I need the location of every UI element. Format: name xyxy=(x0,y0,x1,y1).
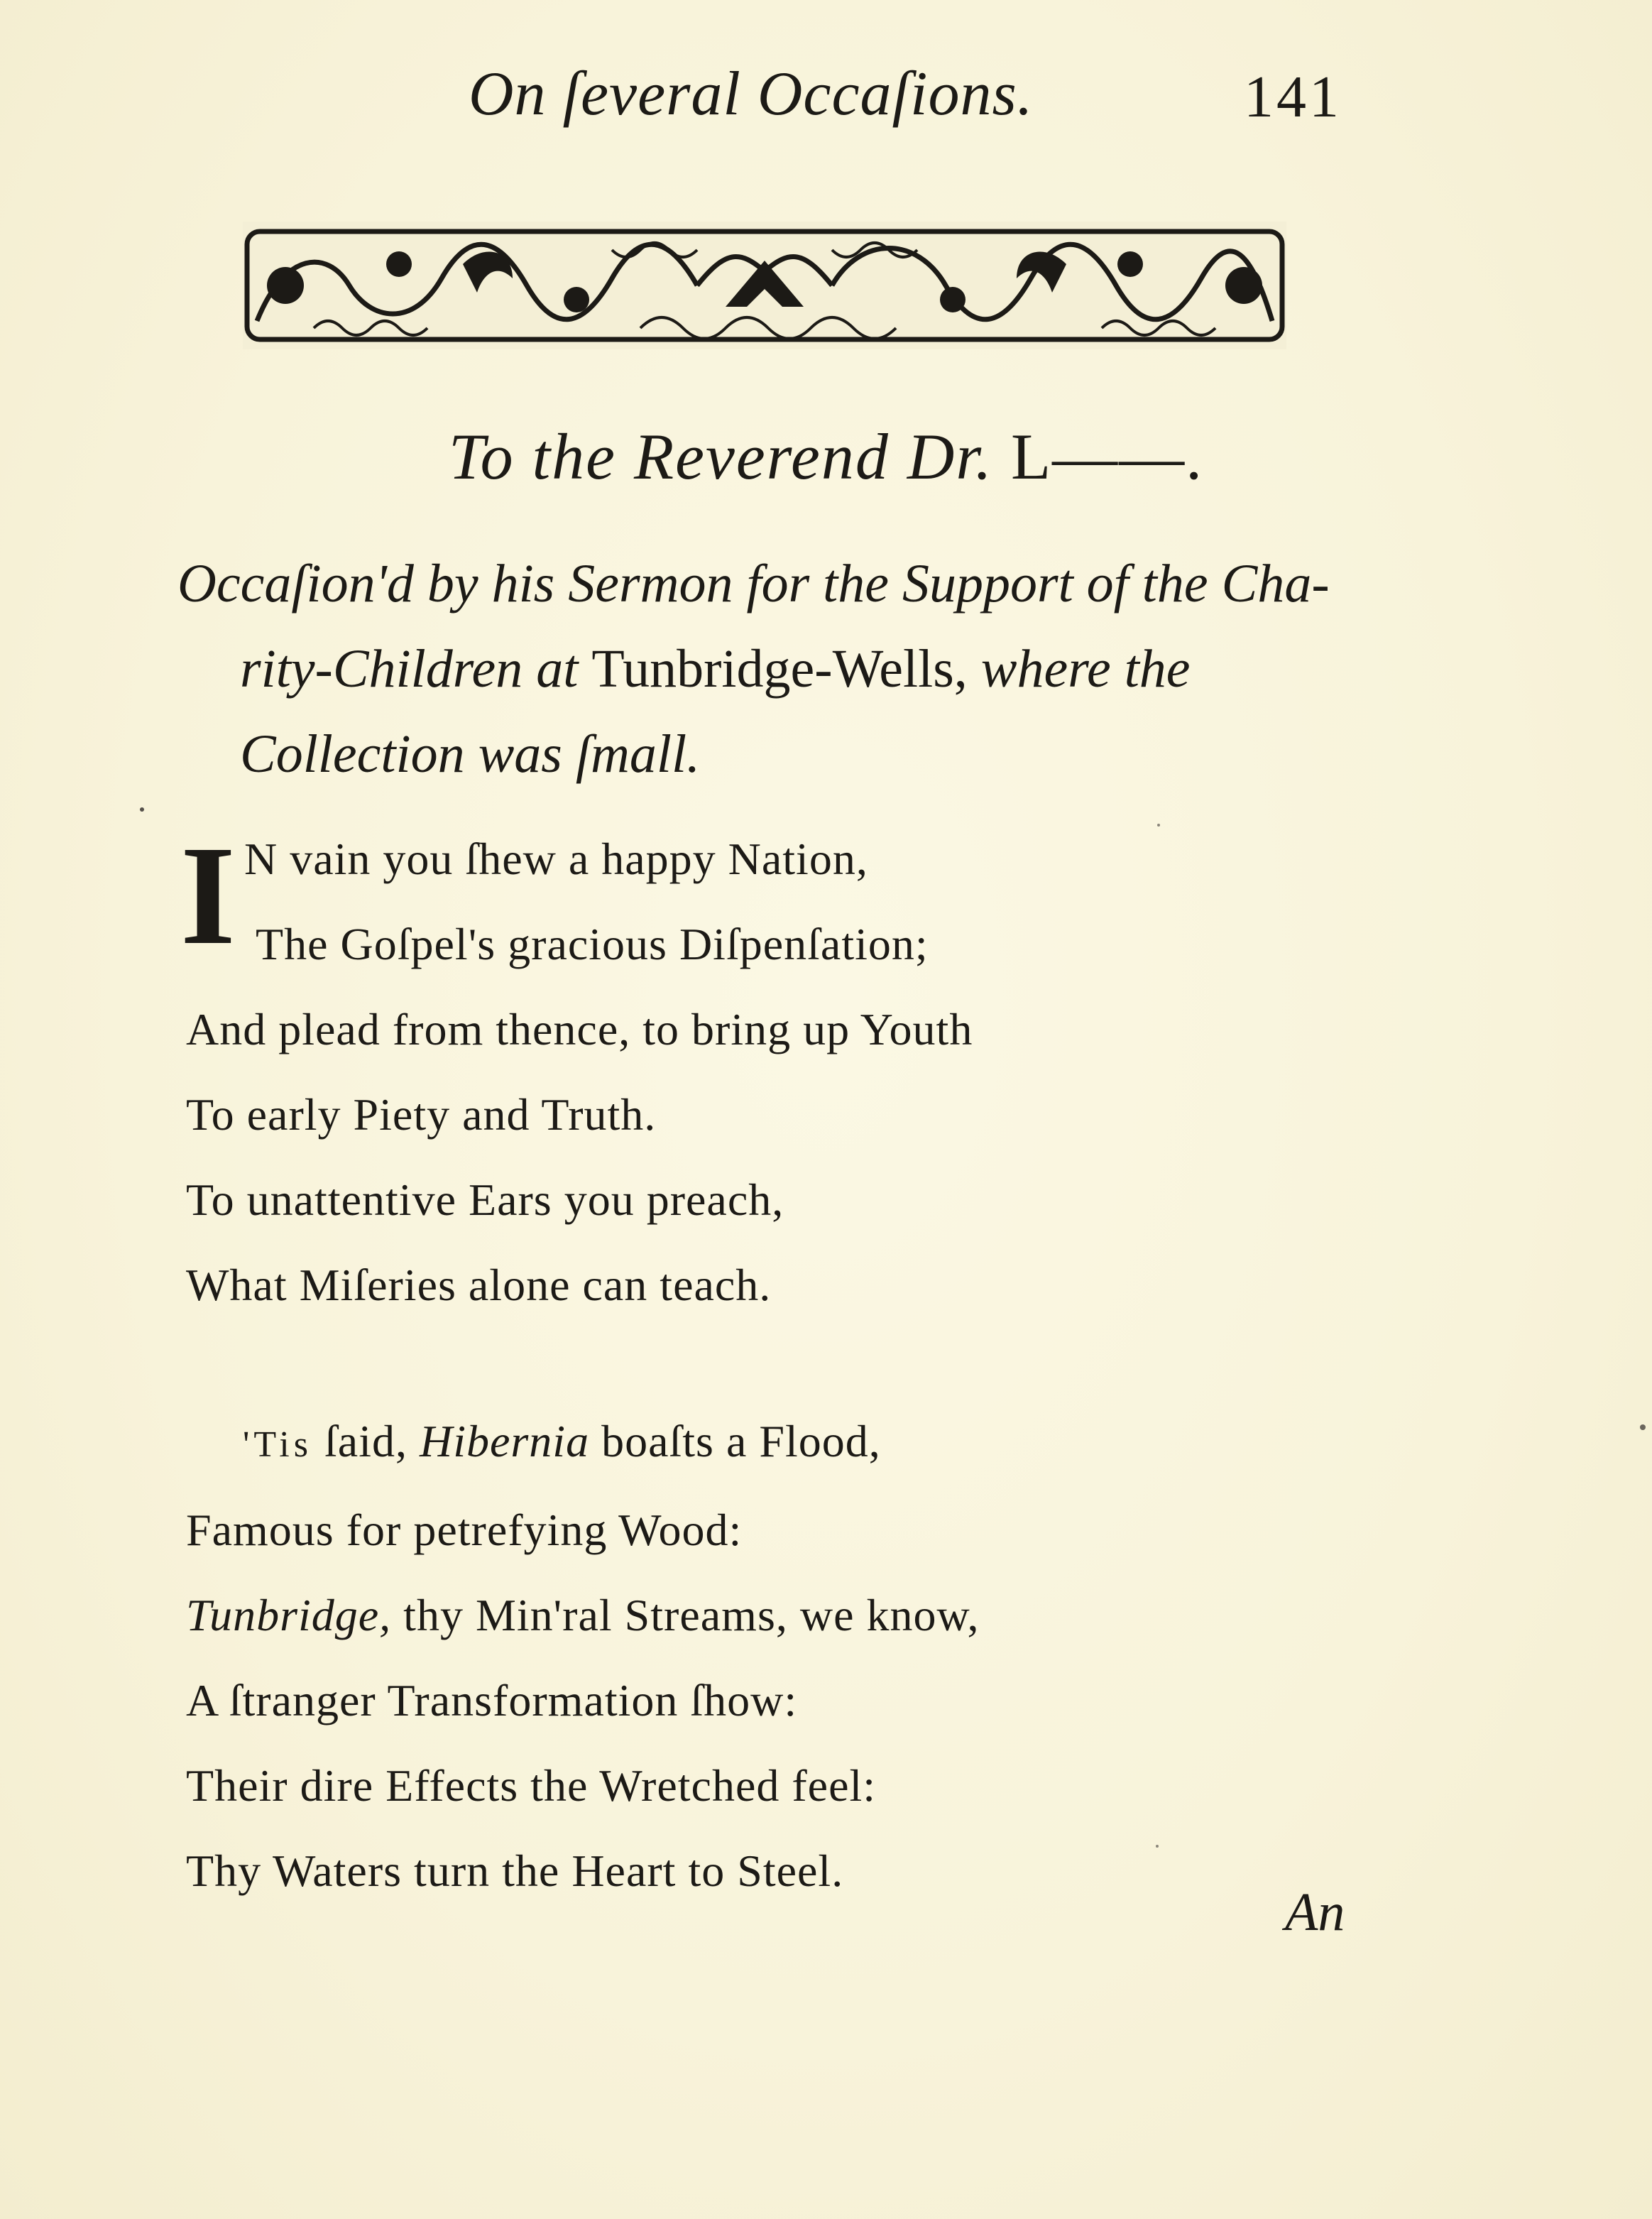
verse-line: What Miſeries alone can teach. xyxy=(186,1260,772,1310)
subtitle-line-1: Occaſion'd by his Sermon for the Support of the Cha- xyxy=(177,554,1330,614)
subtitle-line-2-start: rity-Children at xyxy=(240,639,579,699)
verse-line: To unattentive Ears you preach, xyxy=(186,1174,784,1225)
subtitle-line-2-end: where the xyxy=(980,639,1191,699)
verse-line: To early Piety and Truth. xyxy=(186,1089,657,1140)
drop-cap: I xyxy=(180,817,236,974)
title-text: To the Reverend Dr. xyxy=(448,420,993,493)
verse-line: Their dire Effects the Wretched feel: xyxy=(186,1760,877,1811)
verse-opening-word: 'Tis xyxy=(243,1424,312,1465)
subtitle-line-3: Collection was ſmall. xyxy=(240,724,701,784)
verse-line: A ſtranger Transformation ſhow: xyxy=(186,1675,798,1725)
page-number: 141 xyxy=(1244,64,1342,130)
verse-place-name: Tunbridge, xyxy=(186,1590,392,1640)
verse-line-end: boaſts a Flood, xyxy=(601,1416,881,1466)
verse-line: And plead from thence, to bring up Youth xyxy=(186,1004,973,1054)
subtitle-place-name: Tunbridge-Wells, xyxy=(591,639,968,699)
catchword: An xyxy=(1285,1882,1345,1942)
verse-line: N vain you ſhew a happy Nation, xyxy=(244,834,868,884)
title-name: L——. xyxy=(1010,420,1204,493)
running-head: On ſeveral Occaſions. xyxy=(469,60,1034,129)
verse-line-end: thy Min'ral Streams, we know, xyxy=(403,1590,980,1640)
verse-word: ſaid, xyxy=(324,1416,407,1466)
verse-line: Famous for petrefying Wood: xyxy=(186,1505,743,1555)
verse-line: Thy Waters turn the Heart to Steel. xyxy=(186,1845,844,1896)
verse-line: The Goſpel's gracious Diſpenſation; xyxy=(256,919,929,969)
verse-place-name: Hibernia xyxy=(419,1416,590,1466)
